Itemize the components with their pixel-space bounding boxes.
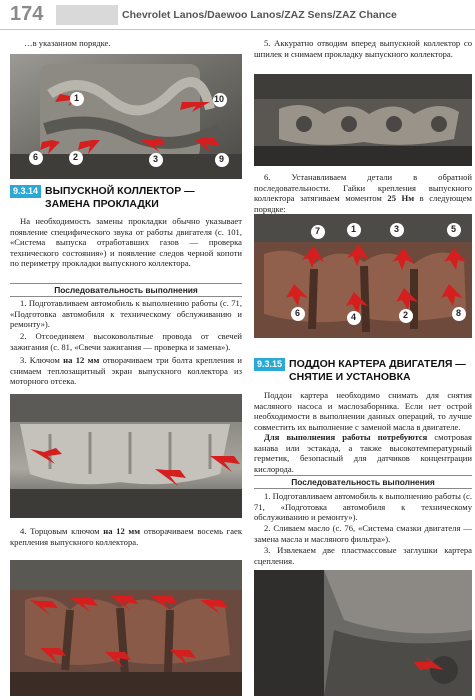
callout-6: 6 xyxy=(33,152,39,162)
photo-heat-shield xyxy=(10,394,242,518)
step-3: 3. Ключом на 12 мм отворачиваем три болта крепления и снимаем теплозащитный экран выпускного коллектора из моторного отсека. xyxy=(10,355,242,387)
photo-gasket xyxy=(254,74,472,166)
sequence-heading-2: Последовательность выполнения xyxy=(254,475,472,489)
photo-manifold-gasket xyxy=(10,54,242,179)
oil-pan-paragraph: Поддон картера необходимо снимать для снятия масляного насоса и маслозаборника. Если нет острой необходимости в выполнении данных операций, то лучше совместить их выполнение с заменой масла в двигателе. xyxy=(254,390,472,432)
callout-2: 2 xyxy=(73,152,79,162)
callout-4: 4 xyxy=(351,312,357,322)
callout-9: 9 xyxy=(219,154,225,164)
photo-tightening-order xyxy=(254,214,472,338)
intro-text: …в указанном порядке. xyxy=(24,38,111,48)
section-title-2: ПОДДОН КАРТЕРА ДВИГАТЕЛЯ — СНЯТИЕ И УСТАНОВКА xyxy=(289,358,466,383)
pan-step-3: 3. Извлекаем две пластмассовые заглушки картера сцепления. xyxy=(254,545,472,566)
step-4: 4. Торцовым ключом на 12 мм отворачиваем восемь гаек крепления выпускного коллектора. xyxy=(10,526,242,547)
section-9-3-14-heading xyxy=(10,185,242,210)
callout-1: 1 xyxy=(74,93,80,103)
callout-2b: 2 xyxy=(403,310,409,320)
step-1: 1. Подготавливаем автомобиль к выполнению работы (с. 71, «Подготовка автомобиля к техническому обслуживанию и ремонту»). xyxy=(10,298,242,330)
callout-10: 10 xyxy=(214,94,225,104)
running-title: Chevrolet Lanos/Daewoo Lanos/ZAZ Sens/ZAZ Chance xyxy=(122,9,397,21)
section-9-3-15-heading xyxy=(254,358,472,383)
header-bar xyxy=(56,5,118,25)
callout-8: 8 xyxy=(456,308,462,318)
intro-paragraph: На необходимость замены прокладки обычно указывает появление специфического звука от работы двигателя (с. 101, «Система выпуска отработавших газов — проверка технического состояния») и появление следов черной копоти по периметру прокладки выпускного коллектора. xyxy=(10,216,242,269)
step-6: 6. Устанавливаем детали в обратной последовательности. Гайки крепления выпускного коллектора затягиваем моментом 25 Нм в следующем порядке: xyxy=(254,172,472,214)
section-number: 9.3.14 xyxy=(10,185,41,198)
photo-manifold-nuts xyxy=(10,560,242,696)
callout-7: 7 xyxy=(315,226,321,236)
page-number: 174 xyxy=(10,3,44,25)
callout-3: 3 xyxy=(153,154,159,164)
pan-step-2: 2. Сливаем масло (с. 76, «Система смазки двигателя — замена масла и масляного фильтра»). xyxy=(254,523,472,544)
callout-6b: 6 xyxy=(295,308,301,318)
photo-clutch-plugs xyxy=(254,570,472,696)
callout-3b: 3 xyxy=(394,224,400,234)
page-header xyxy=(0,0,475,30)
pan-step-1: 1. Подготавливаем автомобиль к выполнению работы (с. 71, «Подготовка автомобиля к техническому обслуживанию и ремонту»). xyxy=(254,491,472,523)
tools-paragraph: Для выполнения работы потребуются смотровая канава или эстакада, а также высокотемпературный герметик, безопасный для датчиков концентрации кислорода. xyxy=(254,432,472,474)
step-5: 5. Аккуратно отводим вперед выпускной коллектор со шпилек и снимаем прокладку выпускного коллектора. xyxy=(254,38,472,59)
callout-5: 5 xyxy=(451,224,457,234)
step-2: 2. Отсоединяем высоковольтные провода от свечей зажигания (с. 81, «Свечи зажигания — проверка и замена»). xyxy=(10,331,242,352)
section-number-2: 9.3.15 xyxy=(254,358,285,371)
sequence-heading: Последовательность выполнения xyxy=(10,283,242,297)
callout-1b: 1 xyxy=(351,224,357,234)
section-title: ВЫПУСКНОЙ КОЛЛЕКТОР — ЗАМЕНА ПРОКЛАДКИ xyxy=(45,185,195,210)
